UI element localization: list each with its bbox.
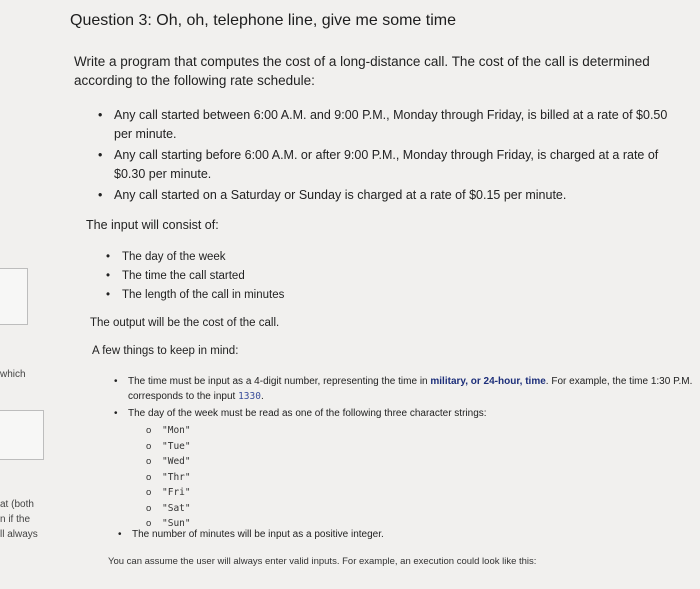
bullet-icon: • [106, 289, 111, 301]
question-intro: Write a program that computes the cost of a long-distance call. The cost of the call is determined according to the following rate schedule: [74, 54, 650, 88]
circle-bullet-icon: o [146, 425, 152, 436]
bullet-icon: • [106, 251, 111, 263]
circle-bullet-icon: o [146, 487, 152, 498]
bullet-icon: • [118, 529, 122, 540]
list-item: o "Fri" [146, 485, 191, 501]
left-text-line-1: at (both [0, 499, 34, 510]
day-strings-list [146, 423, 191, 532]
list-item: • The time the call started [106, 267, 284, 286]
circle-bullet-icon: o [146, 518, 152, 529]
bullet-icon: • [114, 376, 118, 387]
example-time-code: 1330 [238, 391, 261, 402]
left-text-which: which [0, 369, 26, 380]
keep-in-mind-list [114, 374, 694, 421]
bullet-icon: • [98, 188, 103, 202]
circle-bullet-icon: o [146, 456, 152, 467]
bullet-icon: • [98, 148, 103, 162]
bullet-icon: • [106, 270, 111, 282]
circle-bullet-icon: o [146, 471, 152, 483]
left-answer-box-1[interactable] [0, 268, 28, 325]
military-time-emphasis: military, or 24-hour, time [430, 376, 546, 387]
circle-bullet-icon: o [146, 440, 152, 452]
list-item: • The day of the week must be read as one of the following three character strings: [114, 408, 487, 419]
list-item: • Any call starting before 6:00 A.M. or after 9:00 P.M., Monday through Friday, is charged at a rate of $0.30 per minute. [98, 148, 659, 181]
bullet-icon: • [114, 408, 118, 419]
list-item: • The day of the week [106, 248, 284, 267]
bullet-icon: • [98, 108, 103, 122]
question-title: Question 3: Oh, oh, telephone line, give me some time [70, 12, 456, 29]
keep-in-mind-lead: A few things to keep in mind: [92, 345, 239, 357]
list-item: o "Wed" [146, 454, 191, 470]
list-item: o "Sat" [146, 501, 191, 517]
rate-schedule-list [98, 106, 688, 207]
left-partial-panel [0, 0, 56, 589]
list-item: o "Tue" [146, 439, 191, 455]
list-item: • The time must be input as a 4-digit number, representing the time in military, or 24-hour, time. For example, the time 1:30 P.M. corresponds to the input 1330. [114, 376, 693, 402]
list-item: o "Mon" [146, 423, 191, 439]
list-item: • The number of minutes will be input as a positive integer. [118, 529, 384, 540]
list-item: o "Thr" [146, 470, 191, 486]
footer-note: You can assume the user will always enter valid inputs. For example, an execution could look like this: [108, 556, 537, 567]
left-answer-box-2[interactable] [0, 410, 44, 460]
input-lead: The input will consist of: [86, 218, 219, 232]
output-line: The output will be the cost of the call. [90, 317, 280, 329]
minutes-rule-list [118, 529, 384, 540]
circle-bullet-icon: o [146, 502, 152, 514]
list-item: • The length of the call in minutes [106, 286, 284, 305]
left-text-line-3: ll always [0, 529, 38, 540]
left-text-line-2: n if the [0, 514, 31, 525]
input-list [106, 248, 284, 305]
list-item: • Any call started between 6:00 A.M. and 9:00 P.M., Monday through Friday, is billed at a rate of $0.50 per minute. [98, 108, 668, 141]
list-item: o "Sun" [146, 516, 191, 532]
list-item: • Any call started on a Saturday or Sunday is charged at a rate of $0.15 per minute. [98, 186, 688, 205]
